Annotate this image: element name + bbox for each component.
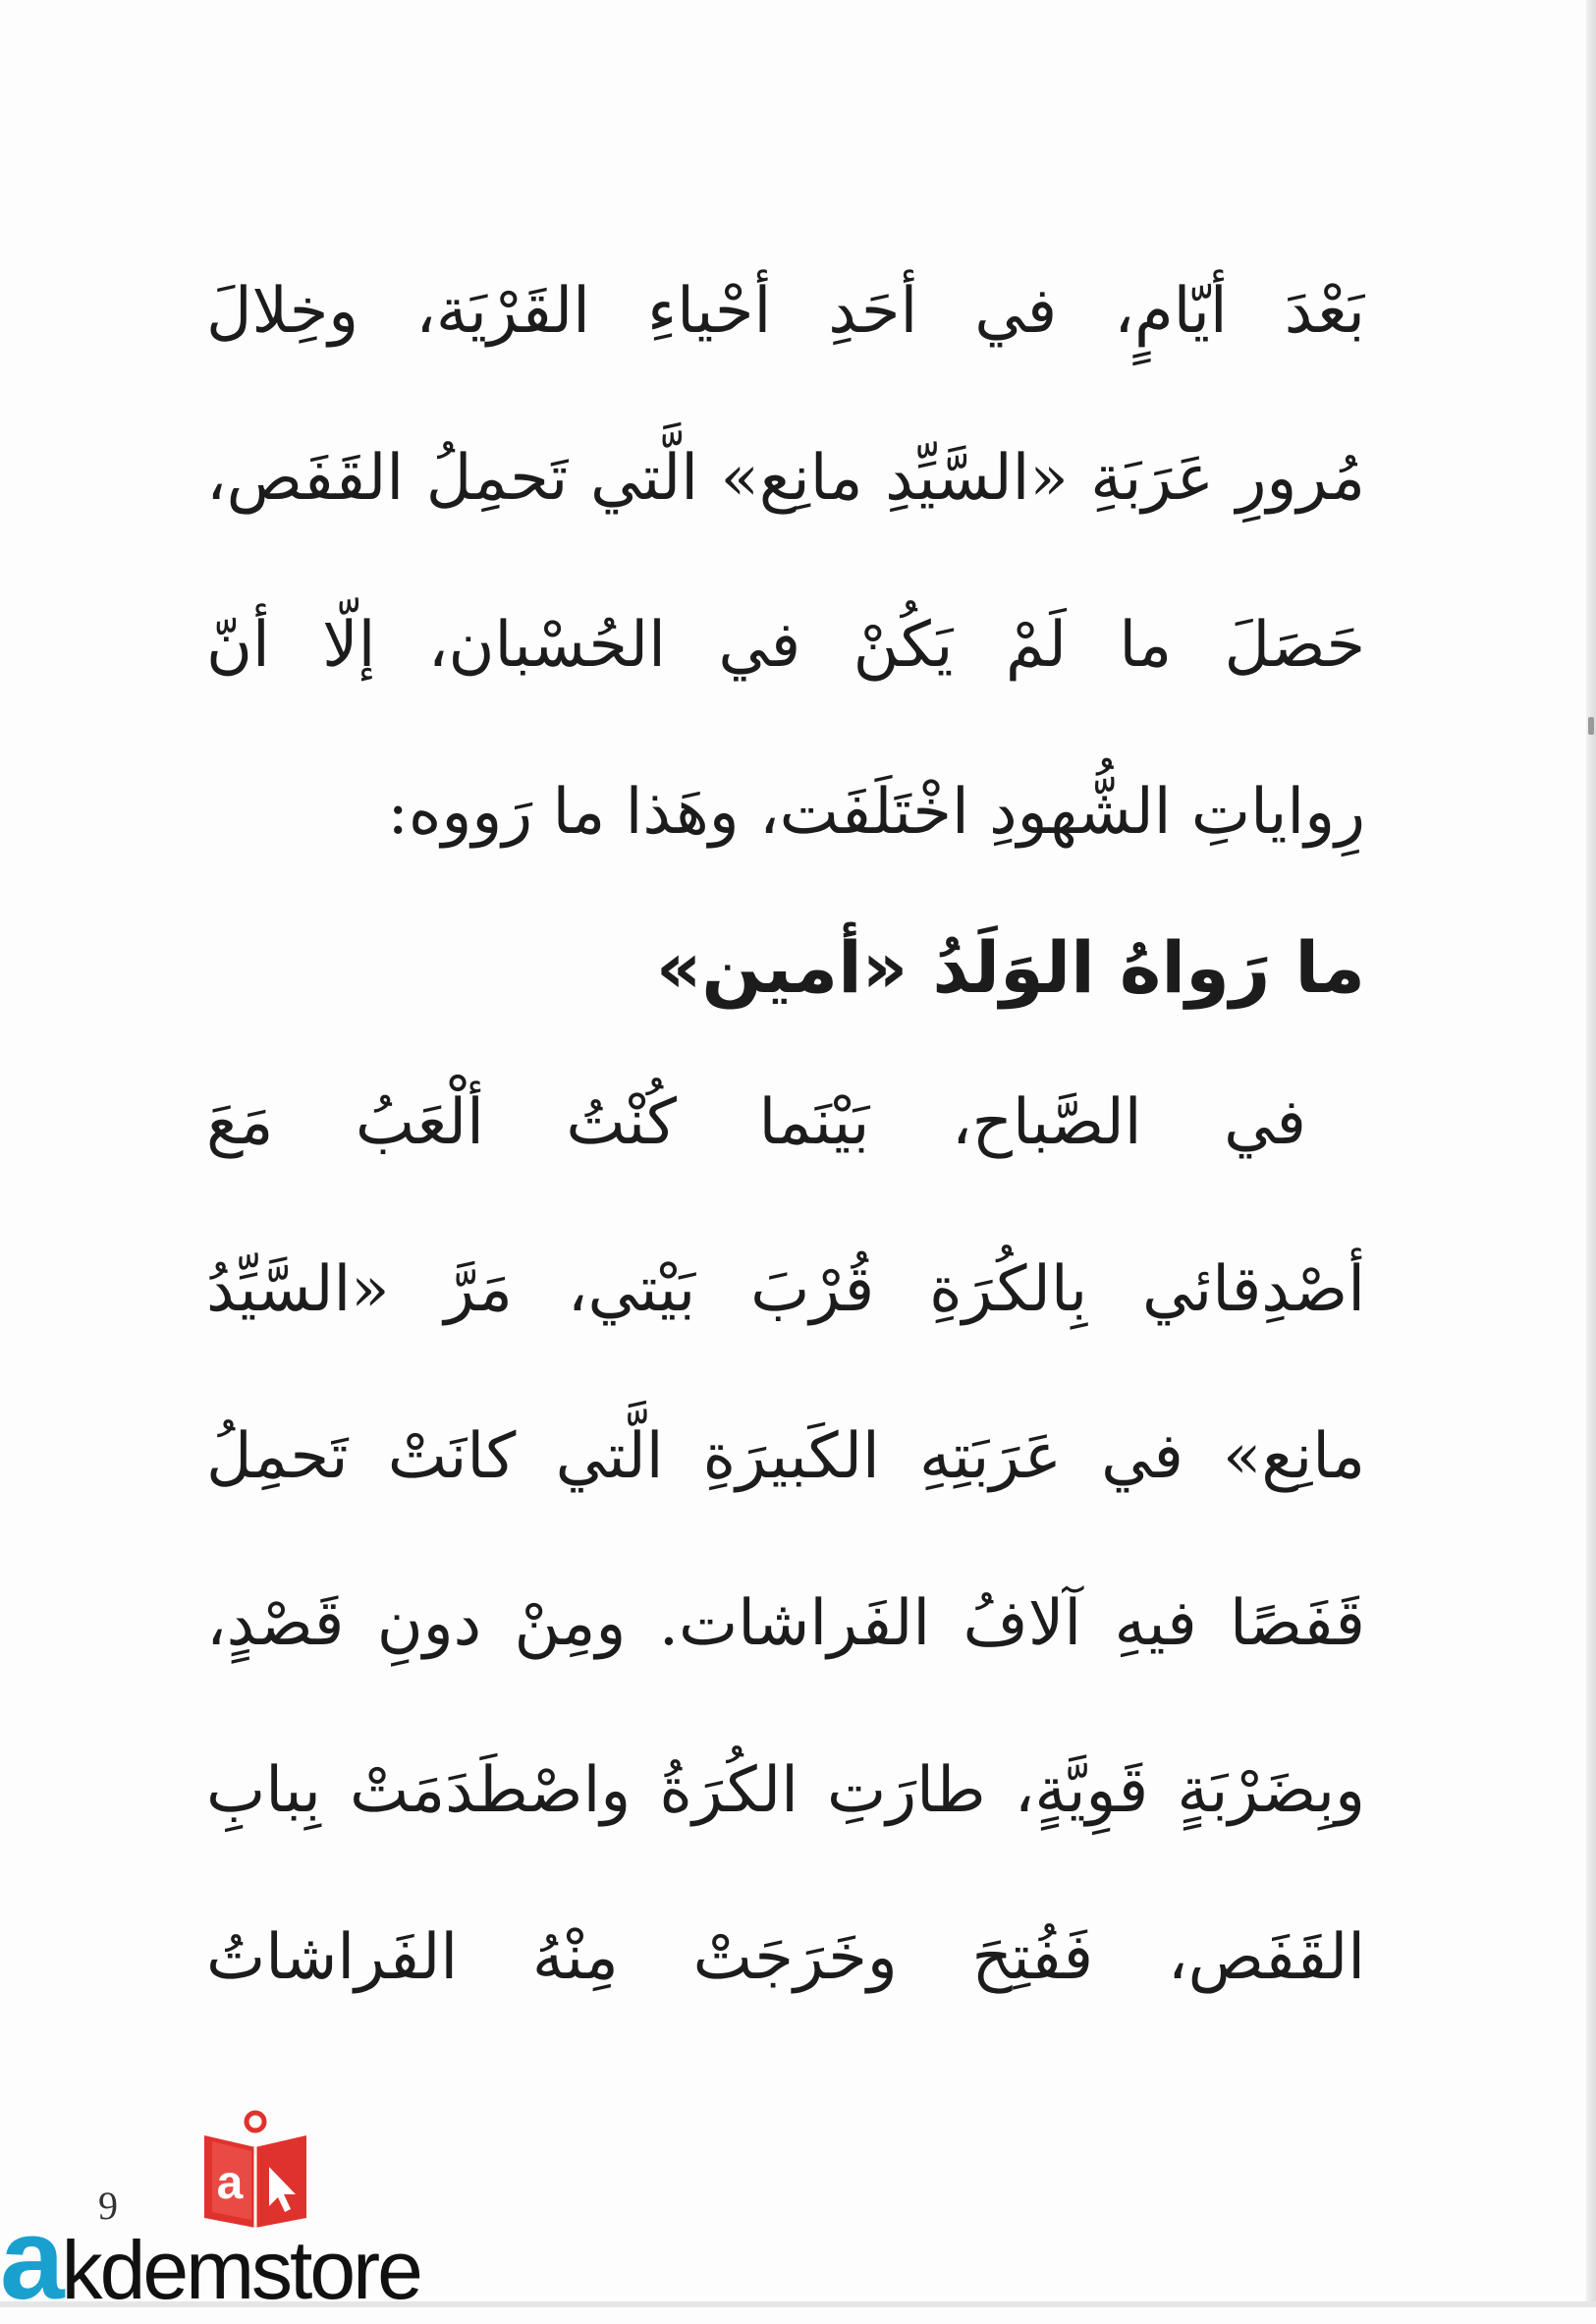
logo-wordmark-a: a <box>0 2194 62 2324</box>
page-edge <box>1586 0 1596 2307</box>
paragraph-2 <box>206 1039 1365 2041</box>
paragraph-line: القَفَص، فَفُتِحَ وخَرَجَتْ مِنْهُ الفَراشاتُ <box>206 1921 1365 1994</box>
paragraph-line: وبِضَرْبَةٍ قَوِيَّةٍ، طارَتِ الكُرَةُ واصْطَدَمَتْ بِبابِ <box>206 1754 1365 1827</box>
paragraph-line: أصْدِقائي بِالكُرَةِ قُرْبَ بَيْتي، مَرَّ «السَّيِّدُ <box>206 1253 1365 1326</box>
logo-icon-letter: a <box>216 2157 244 2209</box>
edge-mark <box>1588 717 1594 735</box>
paragraph-line: بَعْدَ أيّامٍ، في أحَدِ أحْياءِ القَرْيَة، وخِلالَ <box>206 275 1365 348</box>
page-number: 9 <box>98 2184 118 2228</box>
section-heading: ما رَواهُ الوَلَدُ «أمين» <box>655 926 1365 1009</box>
paragraph-line: مُرورِ عَرَبَةِ «السَّيِّدِ مانِع» الَّتي تَحمِلُ القَفَص، <box>206 442 1365 515</box>
paragraph-line: قَفَصًا فيهِ آلافُ الفَراشات. ومِنْ دونِ قَصْدٍ، <box>206 1587 1365 1660</box>
paragraph-1 <box>206 228 1365 896</box>
paragraph-line: في الصَّباح، بَيْنَما كُنْتُ ألْعَبُ مَعَ <box>206 1086 1306 1159</box>
paragraph-line: رِواياتِ الشُّهودِ اخْتَلَفَت، وهَذا ما رَووه: <box>387 776 1365 849</box>
logo-wordmark-rest: kdemstore <box>61 2224 420 2316</box>
paragraph-line: مانِع» في عَرَبَتِهِ الكَبيرَةِ الَّتي كانَتْ تَحمِلُ <box>206 1420 1365 1493</box>
paragraph-line: حَصَلَ ما لَمْ يَكُنْ في الحُسْبان، إلّا أنّ <box>206 609 1365 682</box>
logo-wordmark <box>0 2194 420 2324</box>
store-logo <box>0 2102 550 2324</box>
